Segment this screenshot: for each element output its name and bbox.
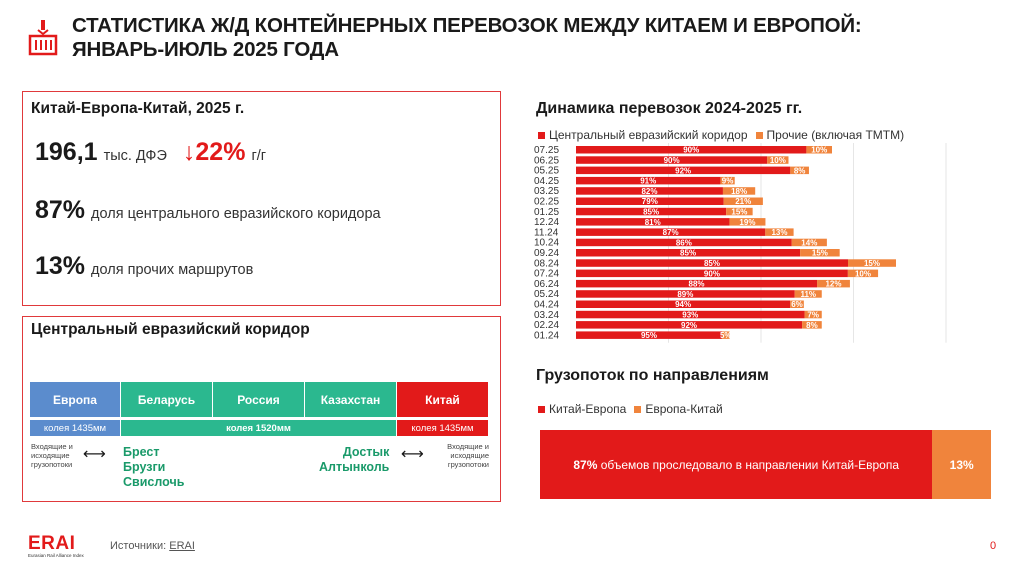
central-share-label: доля центрального евразийского коридора [91,206,381,222]
page-title-line2: ЯНВАРЬ-ИЮЛЬ 2025 ГОДА [72,38,339,61]
change-value: 22% [195,138,246,166]
data-label: 8% [793,166,806,176]
flows-right-label: Входящие и исходящие грузопотоки [447,442,489,469]
sources-label: Источники: [110,540,167,552]
data-label: 13% [771,228,788,238]
east-border-points [319,445,389,475]
tick-label: 02.25 [534,196,560,208]
data-label: 10% [769,156,786,165]
corridor-panel [22,316,501,502]
data-label: 6% [791,300,803,310]
data-label: 19% [739,217,756,227]
point-svisloch: Свислочь [123,475,185,489]
page-title-line1: СТАТИСТИКА Ж/Д КОНТЕЙНЕРНЫХ ПЕРЕВОЗОК МЕЖДУ КИТАЕМ И ЕВРОПОЙ: [72,14,862,37]
data-label: 85% [703,259,721,268]
data-label: 90% [683,145,700,155]
legend-label: Центральный евразийский коридор [549,128,748,142]
data-label: 15% [863,259,881,268]
data-label: 9% [721,176,734,186]
corridor-title: Центральный евразийский коридор [31,321,310,338]
data-label: 10% [854,269,871,279]
europe-china-segment [932,430,991,499]
data-label: 88% [688,279,705,289]
left-right-arrow-icon: ⟷ [401,446,424,463]
gauge-china: колея 1435мм [397,420,488,436]
data-label: 90% [703,269,720,279]
tick-label: 10.24 [534,237,560,249]
legend-item-china-europe [538,402,626,416]
tick-label: 07.24 [534,268,560,280]
legend-label: Прочие (включая ТМТМ) [766,128,905,142]
sources-link[interactable]: ERAI [169,540,195,552]
data-label: 81% [644,217,661,227]
flows-left-label: Входящие и исходящие грузопотоки [31,442,73,469]
data-label: 85% [643,207,660,217]
data-label: 92% [681,320,698,330]
china-europe-text: объемов проследовало в направлении Китай-Европа [600,457,899,472]
data-label: 82% [641,186,658,196]
summary-panel [22,91,501,306]
dynamics-bar-chart [534,143,954,345]
data-label: 93% [682,310,699,320]
data-label: 14% [801,238,818,248]
change-unit: г/г [251,148,267,164]
volume-unit: тыс. ДФЭ [103,148,167,164]
country-kazakhstan: Казахстан [305,382,397,417]
china-europe-segment [540,430,932,499]
direction-legend [538,402,731,416]
volume-value: 196,1 [35,138,98,166]
gauge-europe: колея 1435мм [30,420,121,436]
country-belarus: Беларусь [121,382,213,417]
page-title [72,14,862,62]
logo-text: ERAI [28,533,76,554]
country-row [30,382,488,417]
legend-swatch [756,132,763,139]
left-right-arrow-icon: ⟷ [83,446,106,463]
point-dostyk: Достык [342,445,390,459]
data-label: 94% [675,300,692,310]
country-russia: Россия [213,382,305,417]
data-label: 12% [825,279,842,289]
direction-bar [540,430,991,499]
volume-kpi [35,138,266,167]
point-brest: Брест [123,445,160,459]
tick-label: 02.24 [534,320,560,332]
central-share-value: 87% [35,196,86,224]
other-share-kpi [35,252,253,281]
central-share-kpi [35,196,381,225]
tick-label: 01.25 [534,206,560,218]
country-china: Китай [397,382,488,417]
tick-label: 11.24 [534,227,559,239]
tick-label: 04.25 [534,175,560,187]
direction-title: Грузопоток по направлениям [536,367,769,384]
tick-label: 04.24 [534,299,560,311]
sources [110,540,195,552]
legend-swatch [634,406,641,413]
legend-swatch [538,406,545,413]
legend-label: Европа-Китай [645,402,723,416]
arrow-down-icon: ↓ [182,138,196,166]
point-altynkol: Алтынколь [319,460,390,474]
europe-china-value: 13% [949,457,974,472]
gauge-row [30,420,488,436]
data-label: 87% [662,228,679,238]
page-header [28,14,1008,76]
legend-item-europe-china [634,402,722,416]
tick-label: 09.24 [534,248,560,259]
legend-swatch [538,132,545,139]
tick-label: 05.24 [534,289,560,301]
data-label: 7% [807,310,819,320]
tick-label: 07.25 [534,145,560,156]
legend-item-other [756,128,905,142]
data-label: 85% [680,248,697,258]
tick-label: 12.24 [534,217,560,229]
gauge-1520: колея 1520мм [121,420,397,436]
logo-subtitle: Eurasian Rail Alliance Index [28,553,84,558]
data-label: 95% [640,331,657,341]
other-share-label: доля прочих маршрутов [91,262,254,278]
data-label: 79% [641,197,658,207]
tick-label: 08.24 [534,258,560,270]
tick-label: 06.25 [534,155,560,167]
point-bruzgi: Брузги [123,460,166,474]
data-label: 5% [719,331,732,341]
china-europe-value: 87% [573,457,598,472]
tick-label: 03.24 [534,309,560,321]
data-label: 18% [731,186,748,196]
data-label: 86% [675,238,692,248]
legend-label: Китай-Европа [549,402,627,416]
tick-label: 06.24 [534,278,560,290]
data-label: 11% [800,289,817,299]
erai-logo [28,534,84,559]
data-label: 89% [677,289,694,299]
legend-item-central [538,128,748,142]
tick-label: 05.25 [534,165,560,177]
country-europe: Европа [30,382,121,417]
container-crane-icon [28,20,58,60]
data-label: 15% [811,248,828,258]
summary-title: Китай-Европа-Китай, 2025 г. [31,100,245,117]
data-label: 21% [735,197,752,207]
data-label: 8% [806,320,818,330]
other-share-value: 13% [35,252,86,280]
west-border-points [123,445,184,490]
page-number: 0 [990,540,997,552]
dynamics-title: Динамика перевозок 2024-2025 гг. [536,100,803,117]
tick-label: 03.25 [534,186,560,198]
data-label: 91% [640,176,657,186]
data-label: 15% [731,207,748,217]
data-label: 90% [663,156,680,165]
dynamics-legend [538,128,912,142]
data-label: 92% [675,166,692,176]
data-label: 10% [811,145,828,155]
tick-label: 01.24 [534,330,560,342]
